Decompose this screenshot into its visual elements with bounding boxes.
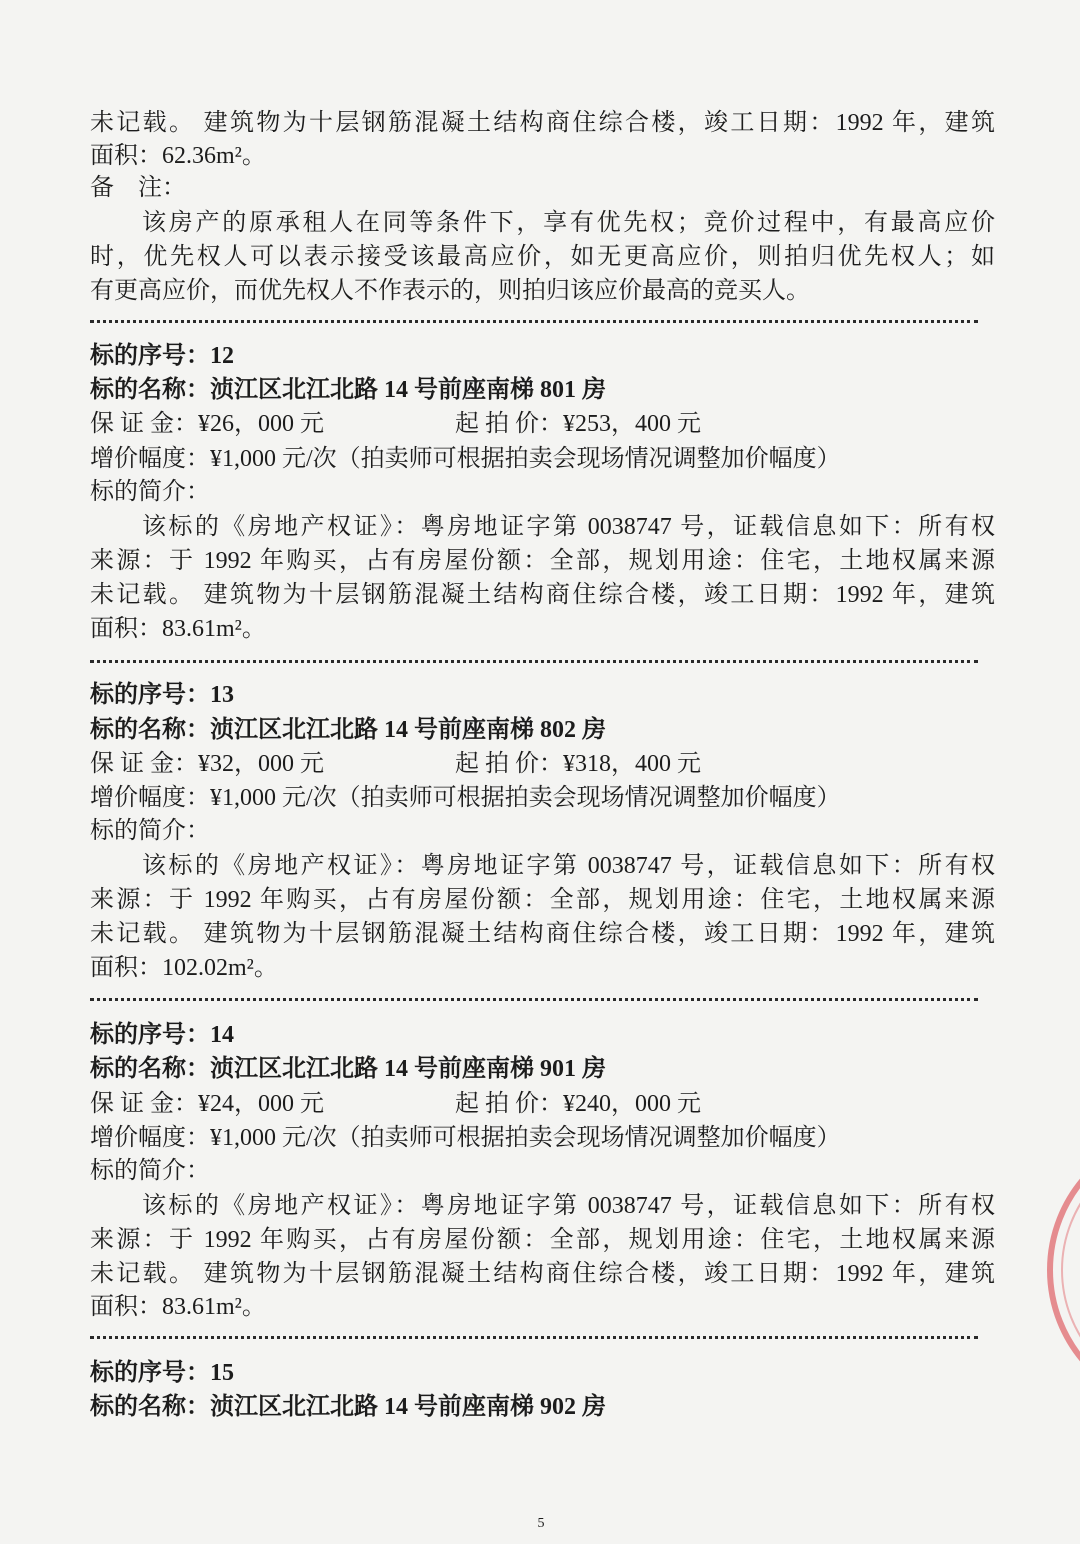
lot-area-line: 面积：83.61m²。 (90, 1294, 266, 1320)
deposit-label: 保 证 金： (90, 1091, 198, 1117)
lot-seq-line (90, 339, 995, 373)
lot-name-label: 标的名称： (90, 1056, 210, 1082)
lot-area-line: 面积：83.61m²。 (90, 616, 266, 642)
start-price-label: 起 拍 价： (455, 751, 563, 777)
lot-price-line (90, 747, 995, 781)
lot-seq-label: 标的序号： (90, 682, 210, 708)
lot-seq-value: 14 (210, 1022, 234, 1048)
page-number: 5 (537, 1516, 545, 1531)
lot-intro-line-1: 该标的《房地产权证》：粤房地证字第 0038747 号，证载信息如下：所有权 (142, 1193, 995, 1219)
lot-intro-line-2: 来源：于 1992 年购买，占有房屋份额：全部，规划用途：住宅，土地权属来源 (90, 1227, 995, 1253)
dotted-separator (90, 660, 978, 663)
remark-line-1: 该房产的原承租人在同等条件下，享有优先权；竞价过程中，有最高应价 (142, 210, 995, 236)
start-price-group (455, 1087, 701, 1121)
lot-seq-value: 13 (210, 682, 234, 708)
increment-label: 增价幅度： (90, 446, 210, 472)
deposit-value: ¥32，000 元 (198, 751, 324, 777)
increment-line (90, 781, 995, 815)
dotted-separator (90, 998, 978, 1001)
remark-line-2: 时，优先权人可以表示接受该最高应价，如无更高应价，则拍归优先权人；如 (90, 244, 995, 270)
lot-intro-label: 标的简介： (90, 479, 210, 505)
lot-seq-label: 标的序号： (90, 343, 210, 369)
start-price-label: 起 拍 价： (455, 411, 563, 437)
lot-name-value: 浈江区北江北路 14 号前座南梯 801 房 (210, 377, 606, 403)
lot-name-line (90, 1390, 995, 1424)
start-price-group (455, 407, 701, 441)
lot-intro-line-1: 该标的《房地产权证》：粤房地证字第 0038747 号，证载信息如下：所有权 (142, 514, 995, 540)
increment-value: ¥1,000 元/次（拍卖师可根据拍卖会现场情况调整加价幅度） (210, 785, 841, 811)
lot-name-line (90, 373, 995, 407)
start-price-group (455, 747, 701, 781)
increment-line (90, 1121, 995, 1155)
lot-name-label: 标的名称： (90, 717, 210, 743)
lot-seq-value: 15 (210, 1360, 234, 1386)
increment-label: 增价幅度： (90, 785, 210, 811)
lot-intro-line-1: 该标的《房地产权证》：粤房地证字第 0038747 号，证载信息如下：所有权 (142, 853, 995, 879)
lot-seq-line (90, 1356, 995, 1390)
lot-area-line: 面积：102.02m²。 (90, 955, 278, 981)
lot-price-line (90, 1087, 995, 1121)
lot-intro-label: 标的简介： (90, 1158, 210, 1184)
remark-label: 备 注： (90, 175, 186, 201)
lot-intro-line-2: 来源：于 1992 年购买，占有房屋份额：全部，规划用途：住宅，土地权属来源 (90, 887, 995, 913)
lot-price-line (90, 407, 995, 441)
deposit-label: 保 证 金： (90, 751, 198, 777)
increment-line (90, 442, 995, 476)
lot-intro-line-3: 未记载。 建筑物为十层钢筋混凝土结构商住综合楼，竣工日期：1992 年，建筑 (90, 921, 995, 947)
increment-value: ¥1,000 元/次（拍卖师可根据拍卖会现场情况调整加价幅度） (210, 1125, 841, 1151)
dotted-separator (90, 1336, 978, 1339)
start-price-value: ¥240，000 元 (563, 1091, 701, 1117)
deposit-value: ¥26，000 元 (198, 411, 324, 437)
lot-seq-line (90, 1018, 995, 1052)
lot-intro-label: 标的简介： (90, 818, 210, 844)
deposit-value: ¥24，000 元 (198, 1091, 324, 1117)
lot-seq-line (90, 678, 995, 712)
lot-seq-value: 12 (210, 343, 234, 369)
start-price-value: ¥253，400 元 (563, 411, 701, 437)
intro-line-1: 未记载。 建筑物为十层钢筋混凝土结构商住综合楼，竣工日期：1992 年，建筑 (90, 110, 995, 136)
start-price-value: ¥318，400 元 (563, 751, 701, 777)
lot-name-value: 浈江区北江北路 14 号前座南梯 901 房 (210, 1056, 606, 1082)
deposit-label: 保 证 金： (90, 411, 198, 437)
lot-seq-label: 标的序号： (90, 1360, 210, 1386)
increment-label: 增价幅度： (90, 1125, 210, 1151)
increment-value: ¥1,000 元/次（拍卖师可根据拍卖会现场情况调整加价幅度） (210, 446, 841, 472)
lot-name-value: 浈江区北江北路 14 号前座南梯 902 房 (210, 1394, 606, 1420)
lot-seq-label: 标的序号： (90, 1022, 210, 1048)
lot-name-label: 标的名称： (90, 377, 210, 403)
lot-name-value: 浈江区北江北路 14 号前座南梯 802 房 (210, 717, 606, 743)
lot-name-line (90, 713, 995, 747)
intro-area-line: 面积：62.36m²。 (90, 143, 266, 169)
red-seal-fragment (1000, 1130, 1080, 1410)
lot-intro-line-2: 来源：于 1992 年购买，占有房屋份额：全部，规划用途：住宅，土地权属来源 (90, 548, 995, 574)
dotted-separator (90, 320, 978, 323)
start-price-label: 起 拍 价： (455, 1091, 563, 1117)
lot-name-label: 标的名称： (90, 1394, 210, 1420)
remark-line-3: 有更高应价，而优先权人不作表示的，则拍归该应价最高的竞买人。 (90, 278, 810, 304)
lot-intro-line-3: 未记载。 建筑物为十层钢筋混凝土结构商住综合楼，竣工日期：1992 年，建筑 (90, 1261, 995, 1287)
lot-name-line (90, 1052, 995, 1086)
lot-intro-line-3: 未记载。 建筑物为十层钢筋混凝土结构商住综合楼，竣工日期：1992 年，建筑 (90, 582, 995, 608)
